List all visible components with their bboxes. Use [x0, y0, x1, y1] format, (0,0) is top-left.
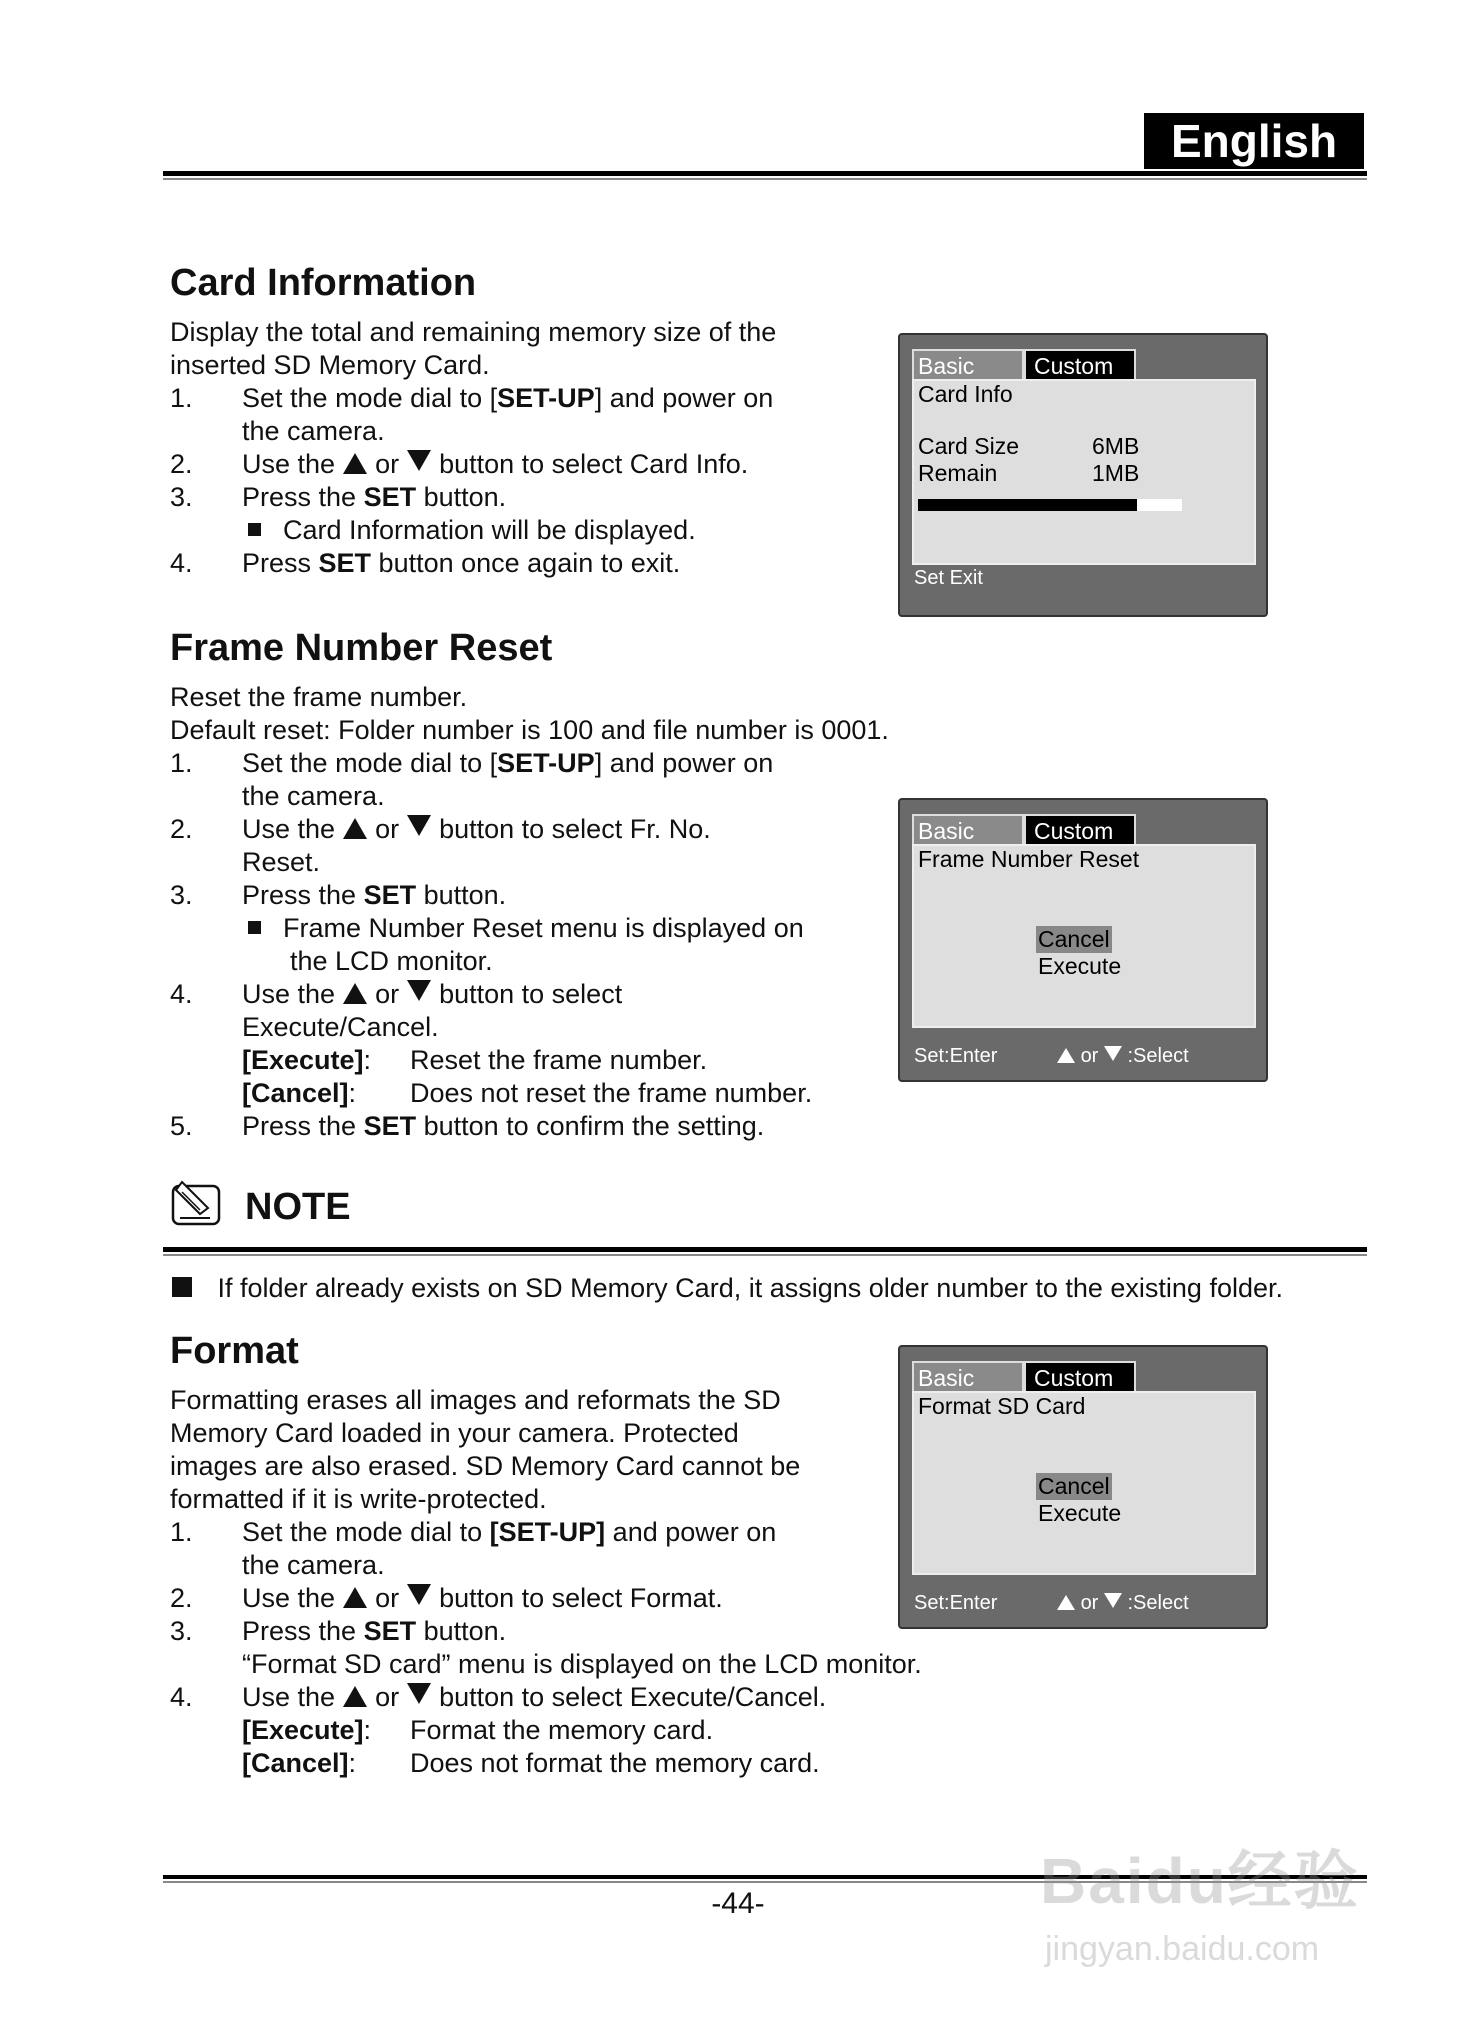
step-bold: SET: [363, 482, 417, 512]
bullet-icon: [172, 1277, 192, 1297]
step-bold: SET: [318, 548, 372, 578]
step-text: Set the mode dial to: [242, 1517, 490, 1547]
format-title: Format: [170, 1330, 299, 1372]
frame-reset-option-execute: [242, 1044, 842, 1077]
lcd-footer-select: [1057, 1592, 1189, 1615]
bullet-icon: [248, 523, 261, 536]
step-text: button to select Execute/Cancel.: [439, 1682, 827, 1712]
lcd-option-cancel: Cancel: [1038, 926, 1110, 952]
step-text: and power on: [605, 1517, 777, 1547]
step-number: 2.: [170, 449, 193, 479]
language-label: English: [1144, 113, 1364, 169]
memory-usage-bar: [918, 499, 1182, 511]
frame-reset-step-4-cont: Execute/Cancel.: [242, 1012, 439, 1042]
footer-or: or: [1080, 1045, 1099, 1067]
header-rule-shadow: [163, 178, 1367, 180]
footer-select: :Select: [1127, 1045, 1189, 1067]
bullet-icon: [248, 921, 261, 934]
intro-line: Default reset: Folder number is 100 and file number is 0001.: [170, 715, 889, 745]
note-icon: [170, 1178, 224, 1228]
step-text: button.: [416, 482, 507, 512]
step-text: Use the: [242, 979, 336, 1009]
option-sep: :: [363, 1715, 372, 1745]
step-text: ] and power on: [594, 748, 774, 778]
option-sep: :: [348, 1748, 357, 1778]
down-arrow-icon: [1104, 1593, 1122, 1608]
frame-reset-step-3-bullet-cont: the LCD monitor.: [290, 946, 493, 976]
format-option-execute: [242, 1714, 842, 1747]
step-bold: SET-UP: [497, 748, 595, 778]
frame-reset-intro: [170, 681, 889, 747]
step-text: Use the: [242, 1682, 336, 1712]
down-arrow-icon: [407, 815, 431, 836]
intro-line: images are also erased. SD Memory Card cannot be: [170, 1451, 801, 1481]
up-arrow-icon: [343, 818, 367, 839]
lcd-heading: Format SD Card: [918, 1393, 1086, 1419]
intro-line: Memory Card loaded in your camera. Protected: [170, 1418, 739, 1448]
lcd-footer-enter: Set:Enter: [914, 1592, 998, 1614]
step-text: Use the: [242, 449, 336, 479]
step-number: 1.: [170, 748, 193, 778]
step-text: Use the: [242, 1583, 336, 1613]
step-text: button to select Fr. No.: [439, 814, 711, 844]
step-text: Press the: [242, 482, 364, 512]
option-label: [Execute]: [242, 1045, 364, 1075]
step-number: 5.: [170, 1111, 193, 1141]
down-arrow-icon: [1104, 1046, 1122, 1061]
up-arrow-icon: [343, 1587, 367, 1608]
lcd-footer-select: [1057, 1045, 1189, 1068]
step-text: button once again to exit.: [371, 548, 681, 578]
option-desc: Does not format the memory card.: [410, 1748, 820, 1778]
step-text: button.: [416, 1616, 507, 1646]
frame-reset-step-2-cont: Reset.: [242, 847, 321, 877]
intro-line: formatted if it is write-protected.: [170, 1484, 547, 1514]
step-bold: SET: [363, 1111, 417, 1141]
page-number: -44-: [711, 1887, 765, 1920]
step-text: or: [375, 1682, 400, 1712]
tab-custom: Custom: [1024, 1361, 1136, 1391]
step-number: 2.: [170, 1583, 193, 1613]
up-arrow-icon: [1057, 1595, 1075, 1610]
step-text: button.: [416, 880, 507, 910]
step-number: 3.: [170, 1616, 193, 1646]
step-text: or: [375, 979, 400, 1009]
step-bold: SET-UP: [497, 383, 595, 413]
note-rule-shadow: [163, 1254, 1367, 1256]
lcd-heading: Frame Number Reset: [918, 846, 1140, 872]
tab-custom: Custom: [1024, 814, 1136, 844]
step-text: Press the: [242, 1111, 364, 1141]
tab-basic: Basic: [912, 349, 1024, 379]
up-arrow-icon: [343, 453, 367, 474]
step-number: 4.: [170, 979, 193, 1009]
lcd-panel: [912, 379, 1256, 565]
format-step-1-cont: the camera.: [242, 1550, 385, 1580]
lcd-heading: Card Info: [918, 381, 1013, 407]
up-arrow-icon: [1057, 1048, 1075, 1063]
card-info-step-3-bullet: [248, 514, 696, 547]
step-text: or: [375, 814, 400, 844]
step-text: button to select Format.: [439, 1583, 723, 1613]
option-sep: :: [348, 1078, 357, 1108]
tab-basic: Basic: [912, 1361, 1024, 1391]
note-rule: [163, 1247, 1367, 1252]
down-arrow-icon: [407, 1683, 431, 1704]
note-item: [172, 1272, 1283, 1305]
frame-reset-step-3-bullet: [248, 912, 804, 945]
step-text: Use the: [242, 814, 336, 844]
format-option-cancel: [242, 1747, 842, 1780]
lcd-footer: Set Exit: [914, 567, 983, 589]
step-text: Press the: [242, 1616, 364, 1646]
step-bold: [SET-UP]: [489, 1517, 606, 1547]
step-number: 2.: [170, 814, 193, 844]
card-info-title: Card Information: [170, 262, 477, 304]
step-number: 3.: [170, 880, 193, 910]
watermark-brand: Baidu经验: [1040, 1845, 1360, 1917]
step-text: button to select: [439, 979, 623, 1009]
option-desc: Reset the frame number.: [410, 1045, 708, 1075]
lcd-card-size-label: Card Size: [918, 433, 1019, 459]
option-label: [Cancel]: [242, 1078, 349, 1108]
card-info-step-1-cont: the camera.: [242, 416, 385, 446]
step-text: Set the mode dial to [: [242, 383, 498, 413]
lcd-footer-enter: Set:Enter: [914, 1045, 998, 1067]
option-label: [Cancel]: [242, 1748, 349, 1778]
footer-select: :Select: [1127, 1592, 1189, 1614]
step-number: 3.: [170, 482, 193, 512]
lcd-frame-reset: [898, 798, 1268, 1082]
intro-line: Reset the frame number.: [170, 682, 468, 712]
lcd-panel: [912, 1391, 1256, 1575]
option-sep: :: [363, 1045, 372, 1075]
option-desc: Does not reset the frame number.: [410, 1078, 813, 1108]
lcd-card-size-value: 6MB: [1092, 433, 1140, 459]
option-label: [Execute]: [242, 1715, 364, 1745]
footer-or: or: [1080, 1592, 1099, 1614]
step-text: button to confirm the setting.: [416, 1111, 765, 1141]
bullet-text: Frame Number Reset menu is displayed on: [283, 913, 804, 943]
step-text: ] and power on: [594, 383, 774, 413]
frame-reset-step-1-cont: the camera.: [242, 781, 385, 811]
frame-reset-title: Frame Number Reset: [170, 627, 553, 669]
step-text: Set the mode dial to [: [242, 748, 498, 778]
intro-line: Display the total and remaining memory size of the: [170, 317, 777, 347]
down-arrow-icon: [407, 450, 431, 471]
step-text: or: [375, 1583, 400, 1613]
note-title: NOTE: [245, 1186, 351, 1228]
watermark-url: jingyan.baidu.com: [1045, 1930, 1320, 1968]
step-number: 1.: [170, 1517, 193, 1547]
lcd-format: [898, 1345, 1268, 1629]
tab-custom: Custom: [1024, 349, 1136, 379]
up-arrow-icon: [343, 983, 367, 1004]
lcd-remain-value: 1MB: [1092, 460, 1140, 486]
step-bold: SET: [363, 1616, 417, 1646]
intro-line: inserted SD Memory Card.: [170, 350, 490, 380]
up-arrow-icon: [343, 1686, 367, 1707]
format-step-3-cont: “Format SD card” menu is displayed on the LCD monitor.: [242, 1649, 922, 1679]
step-text: Press: [242, 548, 319, 578]
card-info-intro: [170, 316, 776, 382]
step-text: Press the: [242, 880, 364, 910]
down-arrow-icon: [407, 980, 431, 1001]
tab-basic: Basic: [912, 814, 1024, 844]
lcd-panel: [912, 844, 1256, 1028]
format-intro: [170, 1384, 800, 1516]
down-arrow-icon: [407, 1584, 431, 1605]
frame-reset-option-cancel: [242, 1077, 842, 1110]
step-number: 4.: [170, 1682, 193, 1712]
lcd-card-info: [898, 333, 1268, 617]
note-text: If folder already exists on SD Memory Card, it assigns older number to the existing folder.: [217, 1273, 1284, 1303]
intro-line: Formatting erases all images and reformats the SD: [170, 1385, 781, 1415]
bullet-text: Card Information will be displayed.: [283, 515, 696, 545]
step-bold: SET: [363, 880, 417, 910]
lcd-remain-label: Remain: [918, 460, 998, 486]
header-rule: [163, 171, 1367, 176]
step-text: button to select Card Info.: [439, 449, 749, 479]
step-number: 1.: [170, 383, 193, 413]
option-desc: Format the memory card.: [410, 1715, 714, 1745]
lcd-option-execute: Execute: [1038, 953, 1122, 979]
lcd-option-execute: Execute: [1038, 1500, 1122, 1526]
memory-usage-fill: [918, 499, 1137, 511]
lcd-option-cancel: Cancel: [1038, 1473, 1110, 1499]
step-text: or: [375, 449, 400, 479]
step-number: 4.: [170, 548, 193, 578]
